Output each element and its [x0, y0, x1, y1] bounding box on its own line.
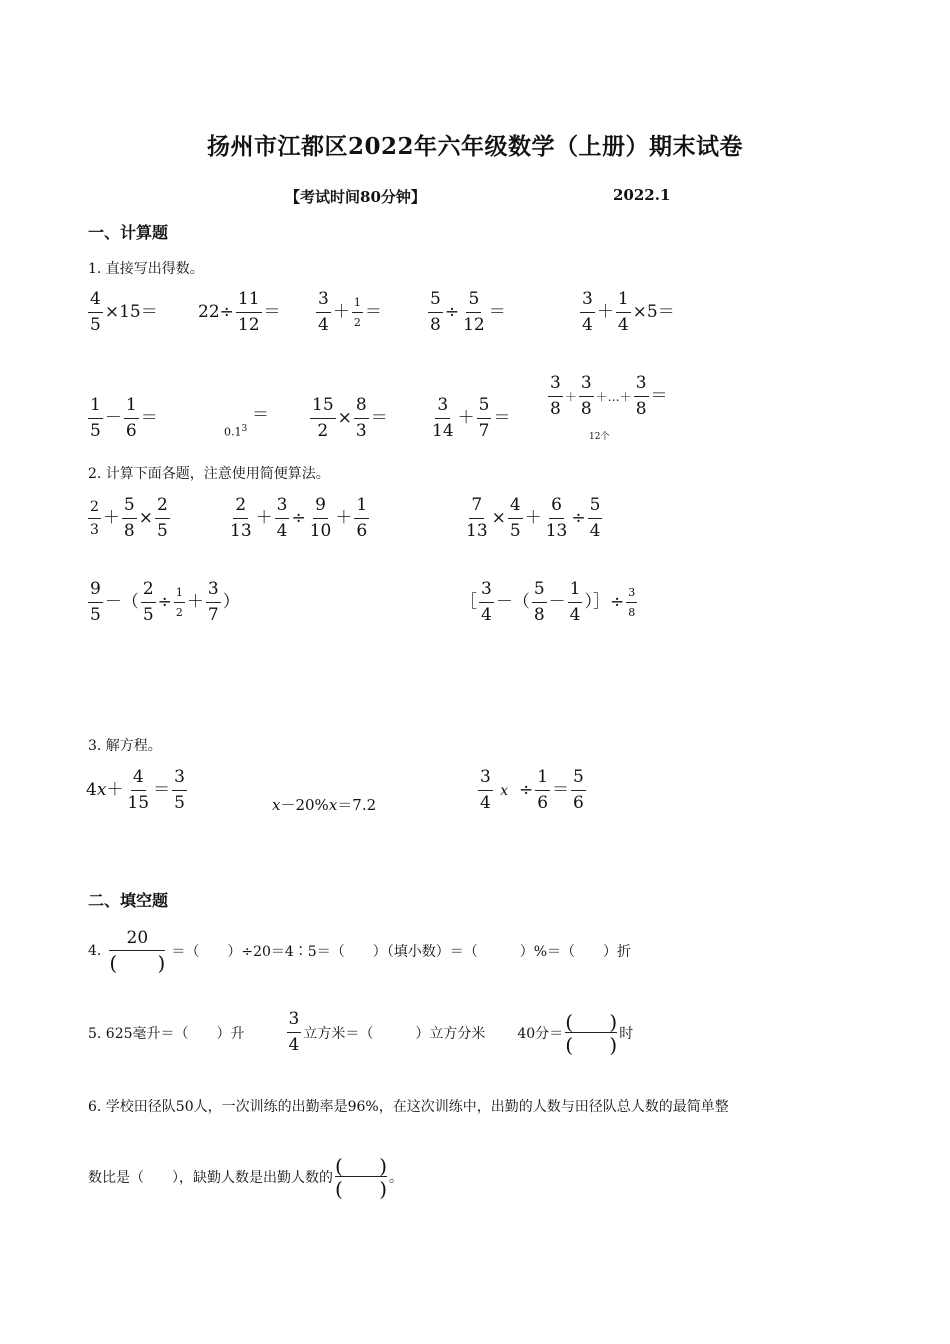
fraction: $\frac{7}{13}$ [466, 495, 488, 541]
question-6-line2: 数比是（ ），缺勤人数是出勤人数的 ( ) ( ) 。 [88, 1154, 403, 1201]
calc-q2-4: $\frac{9}{5}$ －（ $\frac{2}{5}$ ÷ $\frac{1}{2}$ ＋ $\frac{3}{7}$ ） [90, 579, 240, 625]
fraction: $\frac{2}{13}$ [230, 495, 252, 541]
calc-2b-eq: ＝ [252, 405, 269, 425]
calc-1b: 22÷ $\frac{11}{12}$ ＝ [198, 289, 281, 335]
calc-q2-1: $\frac{2}{3}$ ＋ $\frac{5}{8}$ × $\frac{2}{5}$ [90, 495, 168, 541]
exam-date: 2022.1 [613, 186, 671, 204]
fraction: $\frac{1}{4}$ [617, 289, 629, 335]
fraction: $\frac{9}{10}$ [309, 495, 332, 541]
question-4: 4. 20 ( ) ＝（ ）÷20＝4∶5＝（ ）（填小数）＝（ ）%＝（ ）折 [88, 928, 632, 975]
fraction: $\frac{3}{8}$ [550, 373, 561, 419]
equation-2: x－20%x＝7.2 [272, 796, 377, 814]
fraction: $\frac{3}{7}$ [207, 579, 219, 625]
fraction: $\frac{1}{6}$ [356, 495, 368, 541]
calc-q2-5: ［ $\frac{3}{4}$ －（ $\frac{5}{8}$ － $\frac{1}{4}$ ）］÷ $\frac{3}{8}$ [460, 579, 636, 625]
question-3: 3. 解方程。 [88, 738, 162, 754]
fraction: $\frac{3}{8}$ [628, 586, 636, 619]
blank-fraction[interactable]: 20 ( ) [109, 928, 166, 975]
fraction: $\frac{9}{5}$ [90, 579, 101, 625]
fraction: $\frac{2}{3}$ [90, 499, 99, 538]
calc-2b-power: $0.1^3$ [224, 424, 248, 439]
blank-fraction[interactable]: ( ) ( ) [565, 1010, 618, 1057]
fraction: $\frac{6}{13}$ [545, 495, 568, 541]
calc-2e: $\frac{3}{8}$ ＋ $\frac{3}{8}$ ＋…＋ $\frac{3}{8}$ ＝ [550, 373, 668, 419]
question-5: 5. 625毫升＝（ ）升 3 4 立方米＝（ ）立方分米 40分＝ ( ) ( ) 时 [88, 1009, 634, 1057]
fraction: $\frac{5}{12}$ [463, 289, 485, 335]
fraction: $\frac{1}{6}$ [537, 767, 549, 813]
fraction: 3 4 [288, 1009, 300, 1055]
calc-1a: $\frac{4}{5}$ ×15＝ [90, 289, 158, 335]
fraction: $\frac{1}{5}$ [90, 395, 101, 441]
fraction: $\frac{2}{5}$ [157, 495, 168, 541]
fraction: $\frac{5}{6}$ [573, 767, 584, 813]
exam-time: 【考试时间80分钟】 [285, 188, 426, 206]
fraction: $\frac{11}{12}$ [237, 289, 260, 335]
question-2: 2. 计算下面各题，注意使用简便算法。 [88, 466, 330, 482]
fraction: $\frac{1}{2}$ [175, 586, 183, 619]
fraction: $\frac{1}{6}$ [125, 395, 137, 441]
fraction: $\frac{15}{2}$ [312, 395, 334, 441]
fraction: $\frac{4}{15}$ [127, 767, 150, 813]
fraction: $\frac{1}{4}$ [569, 579, 581, 625]
calc-q2-3: $\frac{7}{13}$ × $\frac{4}{5}$ ＋ $\frac{6}{13}$ ÷ $\frac{5}{4}$ [466, 495, 601, 541]
calc-2a: $\frac{1}{5}$ － $\frac{1}{6}$ ＝ [90, 395, 158, 441]
calc-2c: $\frac{15}{2}$ × $\frac{8}{3}$ ＝ [312, 395, 388, 441]
equation-1: 4x＋ $\frac{4}{15}$ ＝ $\frac{3}{5}$ [86, 767, 185, 813]
fraction: $\frac{4}{5}$ [90, 289, 101, 335]
calc-q2-2: $\frac{2}{13}$ ＋ $\frac{3}{4}$ ÷ $\frac{9}{10}$ ＋ $\frac{1}{6}$ [230, 495, 368, 541]
fraction: $\frac{3}{8}$ [580, 373, 592, 419]
fraction: $\frac{2}{5}$ [142, 579, 154, 625]
question-6-line1: 6. 学校田径队50人，一次训练的出勤率是96%，在这次训练中，出勤的人数与田径队总人数的最简单整 [88, 1099, 729, 1115]
question-1: 1. 直接写出得数。 [88, 261, 204, 277]
section-1-heading: 一、计算题 [88, 223, 169, 242]
equation-3: $\frac{3}{4}$ x ÷ $\frac{1}{6}$ ＝ $\frac{5}{6}$ [480, 767, 584, 813]
fraction: $\frac{5}{4}$ [589, 495, 601, 541]
section-2-heading: 二、填空题 [88, 891, 169, 910]
fraction: $\frac{5}{8}$ [430, 289, 441, 335]
fraction: $\frac{8}{3}$ [355, 395, 367, 441]
fraction: $\frac{3}{4}$ [582, 289, 593, 335]
fraction: $\frac{3}{8}$ [635, 373, 647, 419]
fraction: $\frac{3}{5}$ [174, 767, 185, 813]
fraction: $\frac{3}{4}$ [276, 495, 288, 541]
fraction: $\frac{5}{8}$ [533, 579, 545, 625]
fraction: $\frac{3}{14}$ [432, 395, 454, 441]
fraction: $\frac{4}{5}$ [509, 495, 521, 541]
calc-1d: $\frac{5}{8}$ ÷ $\frac{5}{12}$ ＝ [430, 289, 506, 335]
fraction: $\frac{3}{4}$ [318, 289, 329, 335]
blank-fraction[interactable]: ( ) ( ) [335, 1154, 387, 1201]
fraction: $\frac{1}{2}$ [353, 296, 361, 329]
page-title: 扬州市江都区2022年六年级数学（上册）期末试卷 [206, 133, 743, 160]
fraction: $\frac{3}{4}$ [480, 767, 491, 813]
calc-2e-count: 12个 [589, 432, 610, 442]
calc-2d: $\frac{3}{14}$ ＋ $\frac{5}{7}$ ＝ [432, 395, 511, 441]
fraction: $\frac{5}{8}$ [123, 495, 135, 541]
fraction: $\frac{3}{4}$ [481, 579, 492, 625]
fraction: $\frac{5}{7}$ [478, 395, 490, 441]
calc-1e: $\frac{3}{4}$ ＋ $\frac{1}{4}$ ×5＝ [582, 289, 675, 335]
calc-1c: $\frac{3}{4}$ ＋ $\frac{1}{2}$ ＝ [318, 289, 382, 335]
